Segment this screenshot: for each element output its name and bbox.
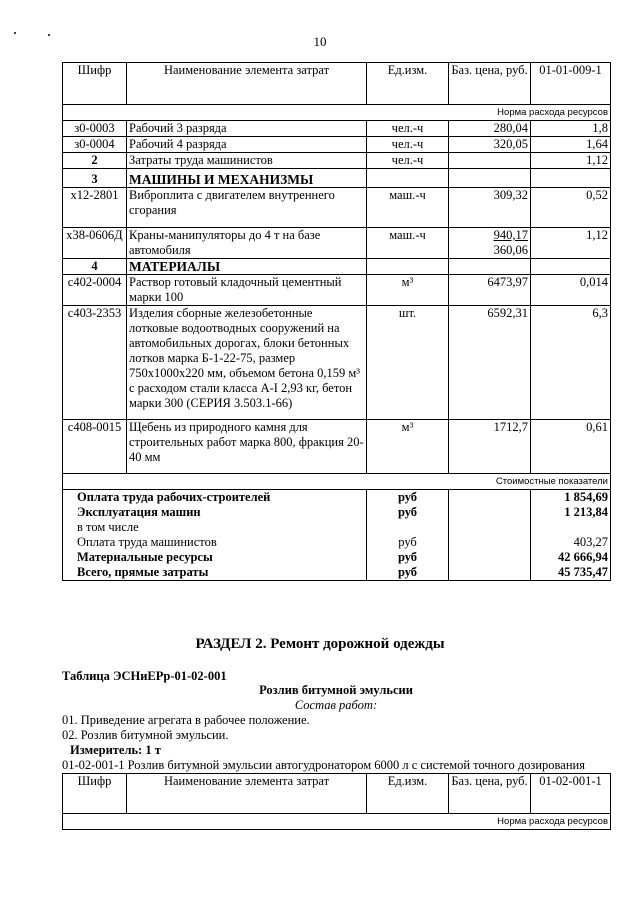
cost-unit: руб xyxy=(367,505,449,520)
table-title: Таблица ЭСНиЕРр-01-02-001 xyxy=(62,669,227,683)
row-name: Рабочий 4 разряда xyxy=(127,137,367,153)
header-code: Шифр xyxy=(63,774,127,814)
header-norm-code: 01-01-009-1 xyxy=(531,63,611,105)
row-name: Виброплита с двигателем внутреннего сгорания xyxy=(127,188,367,228)
resource-table-2 xyxy=(62,773,611,830)
cost-row xyxy=(63,565,611,581)
row-unit: маш.-ч xyxy=(367,228,449,259)
row-price: 1712,7 xyxy=(449,420,531,474)
row-norm: 1,12 xyxy=(531,153,611,169)
cost-unit xyxy=(367,520,449,535)
cost-name: в том числе xyxy=(63,520,367,535)
resource-table-1 xyxy=(62,62,611,581)
row-price: 320,05 xyxy=(449,137,531,153)
header-norm-code: 01-02-001-1 xyxy=(531,774,611,814)
row-code: 2 xyxy=(63,153,127,169)
section-title: МАШИНЫ И МЕХАНИЗМЫ xyxy=(127,169,367,188)
section-number: 4 xyxy=(63,259,127,275)
price-underlined: 940,17 xyxy=(493,228,528,242)
row-unit: м³ xyxy=(367,420,449,474)
cost-unit: руб xyxy=(367,535,449,550)
section-title: МАТЕРИАЛЫ xyxy=(127,259,367,275)
row-unit: маш.-ч xyxy=(367,188,449,228)
row-unit: чел.-ч xyxy=(367,121,449,137)
row-norm: 0,014 xyxy=(531,275,611,306)
header-price: Баз. цена, руб. xyxy=(449,63,531,105)
header-code: Шифр xyxy=(63,63,127,105)
cost-row xyxy=(63,520,611,535)
row-norm: 1,64 xyxy=(531,137,611,153)
row-price xyxy=(449,228,531,259)
row-norm: 6,3 xyxy=(531,306,611,420)
row-code: з0-0003 xyxy=(63,121,127,137)
row-unit: чел.-ч xyxy=(367,137,449,153)
table-row xyxy=(63,153,611,169)
section-number: 3 xyxy=(63,169,127,188)
norm-label: Норма расхода ресурсов xyxy=(63,814,611,830)
header-name: Наименование элемента затрат xyxy=(127,774,367,814)
section-row xyxy=(63,259,611,275)
row-price xyxy=(449,153,531,169)
table-row xyxy=(63,188,611,228)
cost-value xyxy=(531,520,611,535)
row-name: Изделия сборные железобетонные лотковые водоотводных сооружений на автомобильных дорогах, блоки бетонных лотков марка Б-1-22-75, размер 750х1000х220 мм, объемом бетона 0,159 м³ с расходом стали класса А-I 2,93 кг, бетон марки 300 (СЕРИЯ 3.503.1-66) xyxy=(127,306,367,420)
row-code: з0-0004 xyxy=(63,137,127,153)
row-norm: 0,61 xyxy=(531,420,611,474)
row-name: Затраты труда машинистов xyxy=(127,153,367,169)
cost-row xyxy=(63,535,611,550)
cost-row xyxy=(63,505,611,520)
row-name: Краны-манипуляторы до 4 т на базе автомобиля xyxy=(127,228,367,259)
cost-name: Оплата труда рабочих-строителей xyxy=(63,490,367,506)
table-row xyxy=(63,420,611,474)
norm-label: Норма расхода ресурсов xyxy=(63,105,611,121)
cost-value: 1 854,69 xyxy=(531,490,611,506)
row-norm: 0,52 xyxy=(531,188,611,228)
cost-label: Стоимостные показатели xyxy=(63,474,611,490)
cost-name: Эксплуатация машин xyxy=(63,505,367,520)
row-price: 6473,97 xyxy=(449,275,531,306)
header-unit: Ед.изм. xyxy=(367,774,449,814)
cost-unit: руб xyxy=(367,550,449,565)
row-name: Рабочий 3 разряда xyxy=(127,121,367,137)
row-norm: 1,8 xyxy=(531,121,611,137)
row-code: с402-0004 xyxy=(63,275,127,306)
row-code: с403-2353 xyxy=(63,306,127,420)
row-norm: 1,12 xyxy=(531,228,611,259)
cost-unit: руб xyxy=(367,565,449,581)
row-name: Раствор готовый кладочный цементный марки 100 xyxy=(127,275,367,306)
row-unit: чел.-ч xyxy=(367,153,449,169)
row-unit: шт. xyxy=(367,306,449,420)
cost-name: Материальные ресурсы xyxy=(63,550,367,565)
row-code: с408-0015 xyxy=(63,420,127,474)
row-name: Щебень из природного камня для строительных работ марка 800, фракция 20-40 мм xyxy=(127,420,367,474)
table-row xyxy=(63,275,611,306)
page-number: 10 xyxy=(313,34,327,49)
table-header-row xyxy=(63,63,611,105)
price-second: 360,06 xyxy=(493,243,528,257)
row-code: х12-2801 xyxy=(63,188,127,228)
section-heading: РАЗДЕЛ 2. Ремонт дорожной одежды xyxy=(195,636,445,652)
header-name: Наименование элемента затрат xyxy=(127,63,367,105)
row-code: х38-0606Д xyxy=(63,228,127,259)
header-price: Баз. цена, руб. xyxy=(449,774,531,814)
cost-value: 1 213,84 xyxy=(531,505,611,520)
row-price: 6592,31 xyxy=(449,306,531,420)
step-item: 02. Розлив битумной эмульсии. xyxy=(62,728,229,742)
cost-name: Оплата труда машинистов xyxy=(63,535,367,550)
meter-label: Измеритель: 1 т xyxy=(70,743,161,757)
step-item: 01. Приведение агрегата в рабочее положение. xyxy=(62,713,310,727)
work-composition: Состав работ: xyxy=(294,698,378,712)
work-title: Розлив битумной эмульсии xyxy=(259,683,413,697)
table-header-row xyxy=(63,774,611,814)
table-row xyxy=(63,228,611,259)
cost-name: Всего, прямые затраты xyxy=(63,565,367,581)
cost-unit: руб xyxy=(367,490,449,506)
cost-row xyxy=(63,550,611,565)
cost-value: 42 666,94 xyxy=(531,550,611,565)
cost-row xyxy=(63,490,611,506)
header-unit: Ед.изм. xyxy=(367,63,449,105)
cost-value: 403,27 xyxy=(531,535,611,550)
cost-value: 45 735,47 xyxy=(531,565,611,581)
table-row xyxy=(63,137,611,153)
section-row xyxy=(63,169,611,188)
row-price: 280,04 xyxy=(449,121,531,137)
row-price: 309,32 xyxy=(449,188,531,228)
row-unit: м³ xyxy=(367,275,449,306)
table-row xyxy=(63,306,611,420)
table-row xyxy=(63,121,611,137)
item-line: 01-02-001-1 Розлив битумной эмульсии автогудронатором 6000 л с системой точного дозирования xyxy=(62,758,610,774)
